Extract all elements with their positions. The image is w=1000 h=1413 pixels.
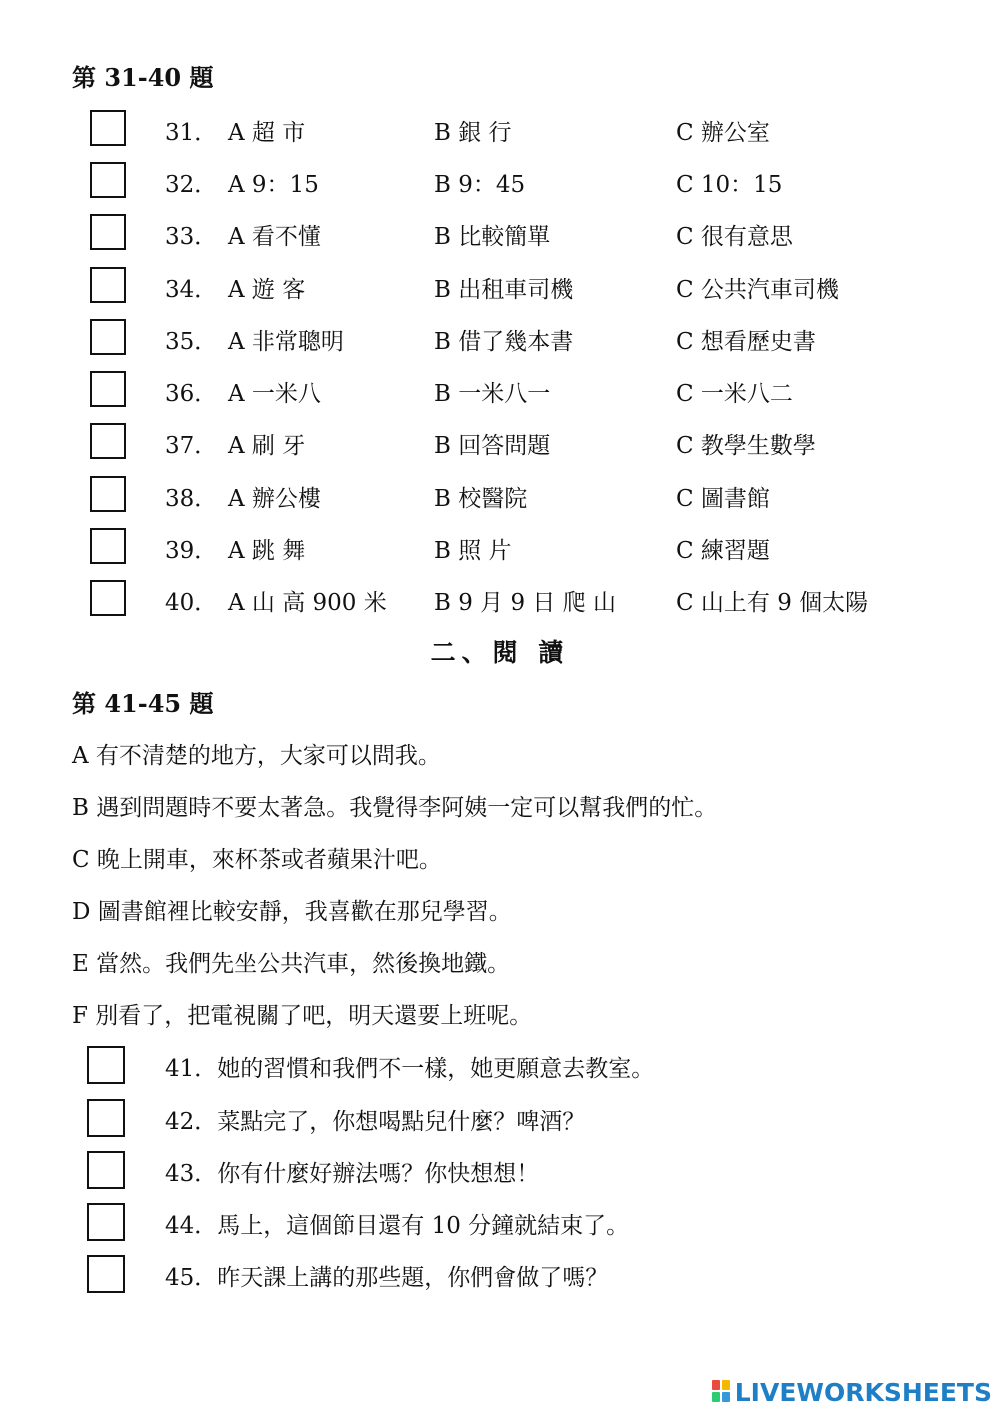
statement-a: A 有不清楚的地方，大家可以問我。 xyxy=(72,743,441,769)
option-b: B 校醫院 xyxy=(434,486,528,512)
question-row xyxy=(0,214,1000,256)
answer-box-34[interactable] xyxy=(90,267,126,303)
logo-mark-icon xyxy=(712,1380,732,1404)
question-number: 37． xyxy=(165,433,218,459)
option-a: A 遊 客 xyxy=(228,277,306,303)
option-b: B 回答問題 xyxy=(434,433,551,459)
question-row xyxy=(0,162,1000,204)
question-row xyxy=(0,371,1000,413)
question-text-41: 41．她的習慣和我們不一樣，她更願意去教室。 xyxy=(165,1056,655,1082)
answer-box-41[interactable] xyxy=(87,1046,125,1084)
question-text-43: 43．你有什麼好辦法嗎？你快想想！ xyxy=(165,1161,540,1187)
option-b: B 借了幾本書 xyxy=(434,329,574,355)
question-number: 39． xyxy=(165,538,218,564)
question-text-44: 44．馬上，這個節目還有 10 分鐘就結束了。 xyxy=(165,1213,630,1239)
option-b: B 9 月 9 日 爬 山 xyxy=(434,590,617,616)
question-number: 38． xyxy=(165,486,218,512)
answer-box-33[interactable] xyxy=(90,214,126,250)
option-b: B 照 片 xyxy=(434,538,512,564)
question-row xyxy=(0,1046,1000,1088)
option-b: B 出租車司機 xyxy=(434,277,574,303)
option-a: A 辦公樓 xyxy=(228,486,321,512)
option-b: B 一米八一 xyxy=(434,381,551,407)
statement-b: B 遇到問題時不要太著急。我覺得李阿姨一定可以幫我們的忙。 xyxy=(72,795,718,821)
option-c: C 一米八二 xyxy=(676,381,793,407)
question-text-45: 45．昨天課上講的那些題，你們會做了嗎？ xyxy=(165,1265,609,1291)
answer-box-43[interactable] xyxy=(87,1151,125,1189)
answer-box-32[interactable] xyxy=(90,162,126,198)
statement-c: C 晚上開車，來杯茶或者蘋果汁吧。 xyxy=(72,847,442,873)
option-c: C 想看歷史書 xyxy=(676,329,816,355)
section-heading-41-45: 第 41-45 題 xyxy=(72,689,214,718)
option-a: A 非常聰明 xyxy=(228,329,344,355)
option-a: A 山 高 900 米 xyxy=(228,590,387,616)
answer-box-36[interactable] xyxy=(90,371,126,407)
question-row xyxy=(0,1255,1000,1297)
option-b: B 比較簡單 xyxy=(434,224,551,250)
question-row xyxy=(0,1151,1000,1193)
option-a: A 一米八 xyxy=(228,381,321,407)
question-row xyxy=(0,267,1000,309)
answer-box-39[interactable] xyxy=(90,528,126,564)
question-number: 33． xyxy=(165,224,218,250)
answer-box-42[interactable] xyxy=(87,1099,125,1137)
question-text-42: 42．菜點完了，你想喝點兒什麼？啤酒？ xyxy=(165,1109,586,1135)
question-number: 34． xyxy=(165,277,218,303)
question-row xyxy=(0,528,1000,570)
question-row xyxy=(0,319,1000,361)
option-b: B 9：45 xyxy=(434,172,526,198)
answer-box-31[interactable] xyxy=(90,110,126,146)
question-number: 31． xyxy=(165,120,218,146)
option-a: A 刷 牙 xyxy=(228,433,306,459)
answer-box-35[interactable] xyxy=(90,319,126,355)
option-c: C 10：15 xyxy=(676,172,783,198)
liveworksheets-logo[interactable] xyxy=(712,1377,992,1407)
option-a: A 跳 舞 xyxy=(228,538,306,564)
reading-section-title: 二、閱 讀 xyxy=(430,638,570,667)
question-row xyxy=(0,1099,1000,1141)
option-c: C 圖書館 xyxy=(676,486,770,512)
question-number: 40． xyxy=(165,590,218,616)
answer-box-40[interactable] xyxy=(90,580,126,616)
statement-f: F 別看了，把電視關了吧，明天還要上班呢。 xyxy=(72,1003,533,1029)
option-a: A 超 市 xyxy=(228,120,306,146)
logo-text: LIVEWORKSHEETS xyxy=(734,1377,992,1407)
statement-d: D 圖書館裡比較安靜，我喜歡在那兒學習。 xyxy=(72,899,512,925)
answer-box-44[interactable] xyxy=(87,1203,125,1241)
option-c: C 很有意思 xyxy=(676,224,793,250)
section-heading-31-40: 第 31-40 題 xyxy=(72,63,214,92)
question-row xyxy=(0,476,1000,518)
question-row xyxy=(0,110,1000,152)
option-a: A 看不懂 xyxy=(228,224,321,250)
option-c: C 教學生數學 xyxy=(676,433,816,459)
option-b: B 銀 行 xyxy=(434,120,512,146)
option-c: C 辦公室 xyxy=(676,120,770,146)
question-row xyxy=(0,423,1000,465)
question-number: 32． xyxy=(165,172,218,198)
question-number: 35． xyxy=(165,329,218,355)
option-c: C 公共汽車司機 xyxy=(676,277,839,303)
answer-box-38[interactable] xyxy=(90,476,126,512)
answer-box-37[interactable] xyxy=(90,423,126,459)
question-number: 36． xyxy=(165,381,218,407)
option-c: C 山上有 9 個太陽 xyxy=(676,590,869,616)
option-a: A 9：15 xyxy=(228,172,319,198)
question-row xyxy=(0,580,1000,622)
option-c: C 練習題 xyxy=(676,538,770,564)
statement-e: E 當然。我們先坐公共汽車，然後換地鐵。 xyxy=(72,951,511,977)
answer-box-45[interactable] xyxy=(87,1255,125,1293)
question-row xyxy=(0,1203,1000,1245)
